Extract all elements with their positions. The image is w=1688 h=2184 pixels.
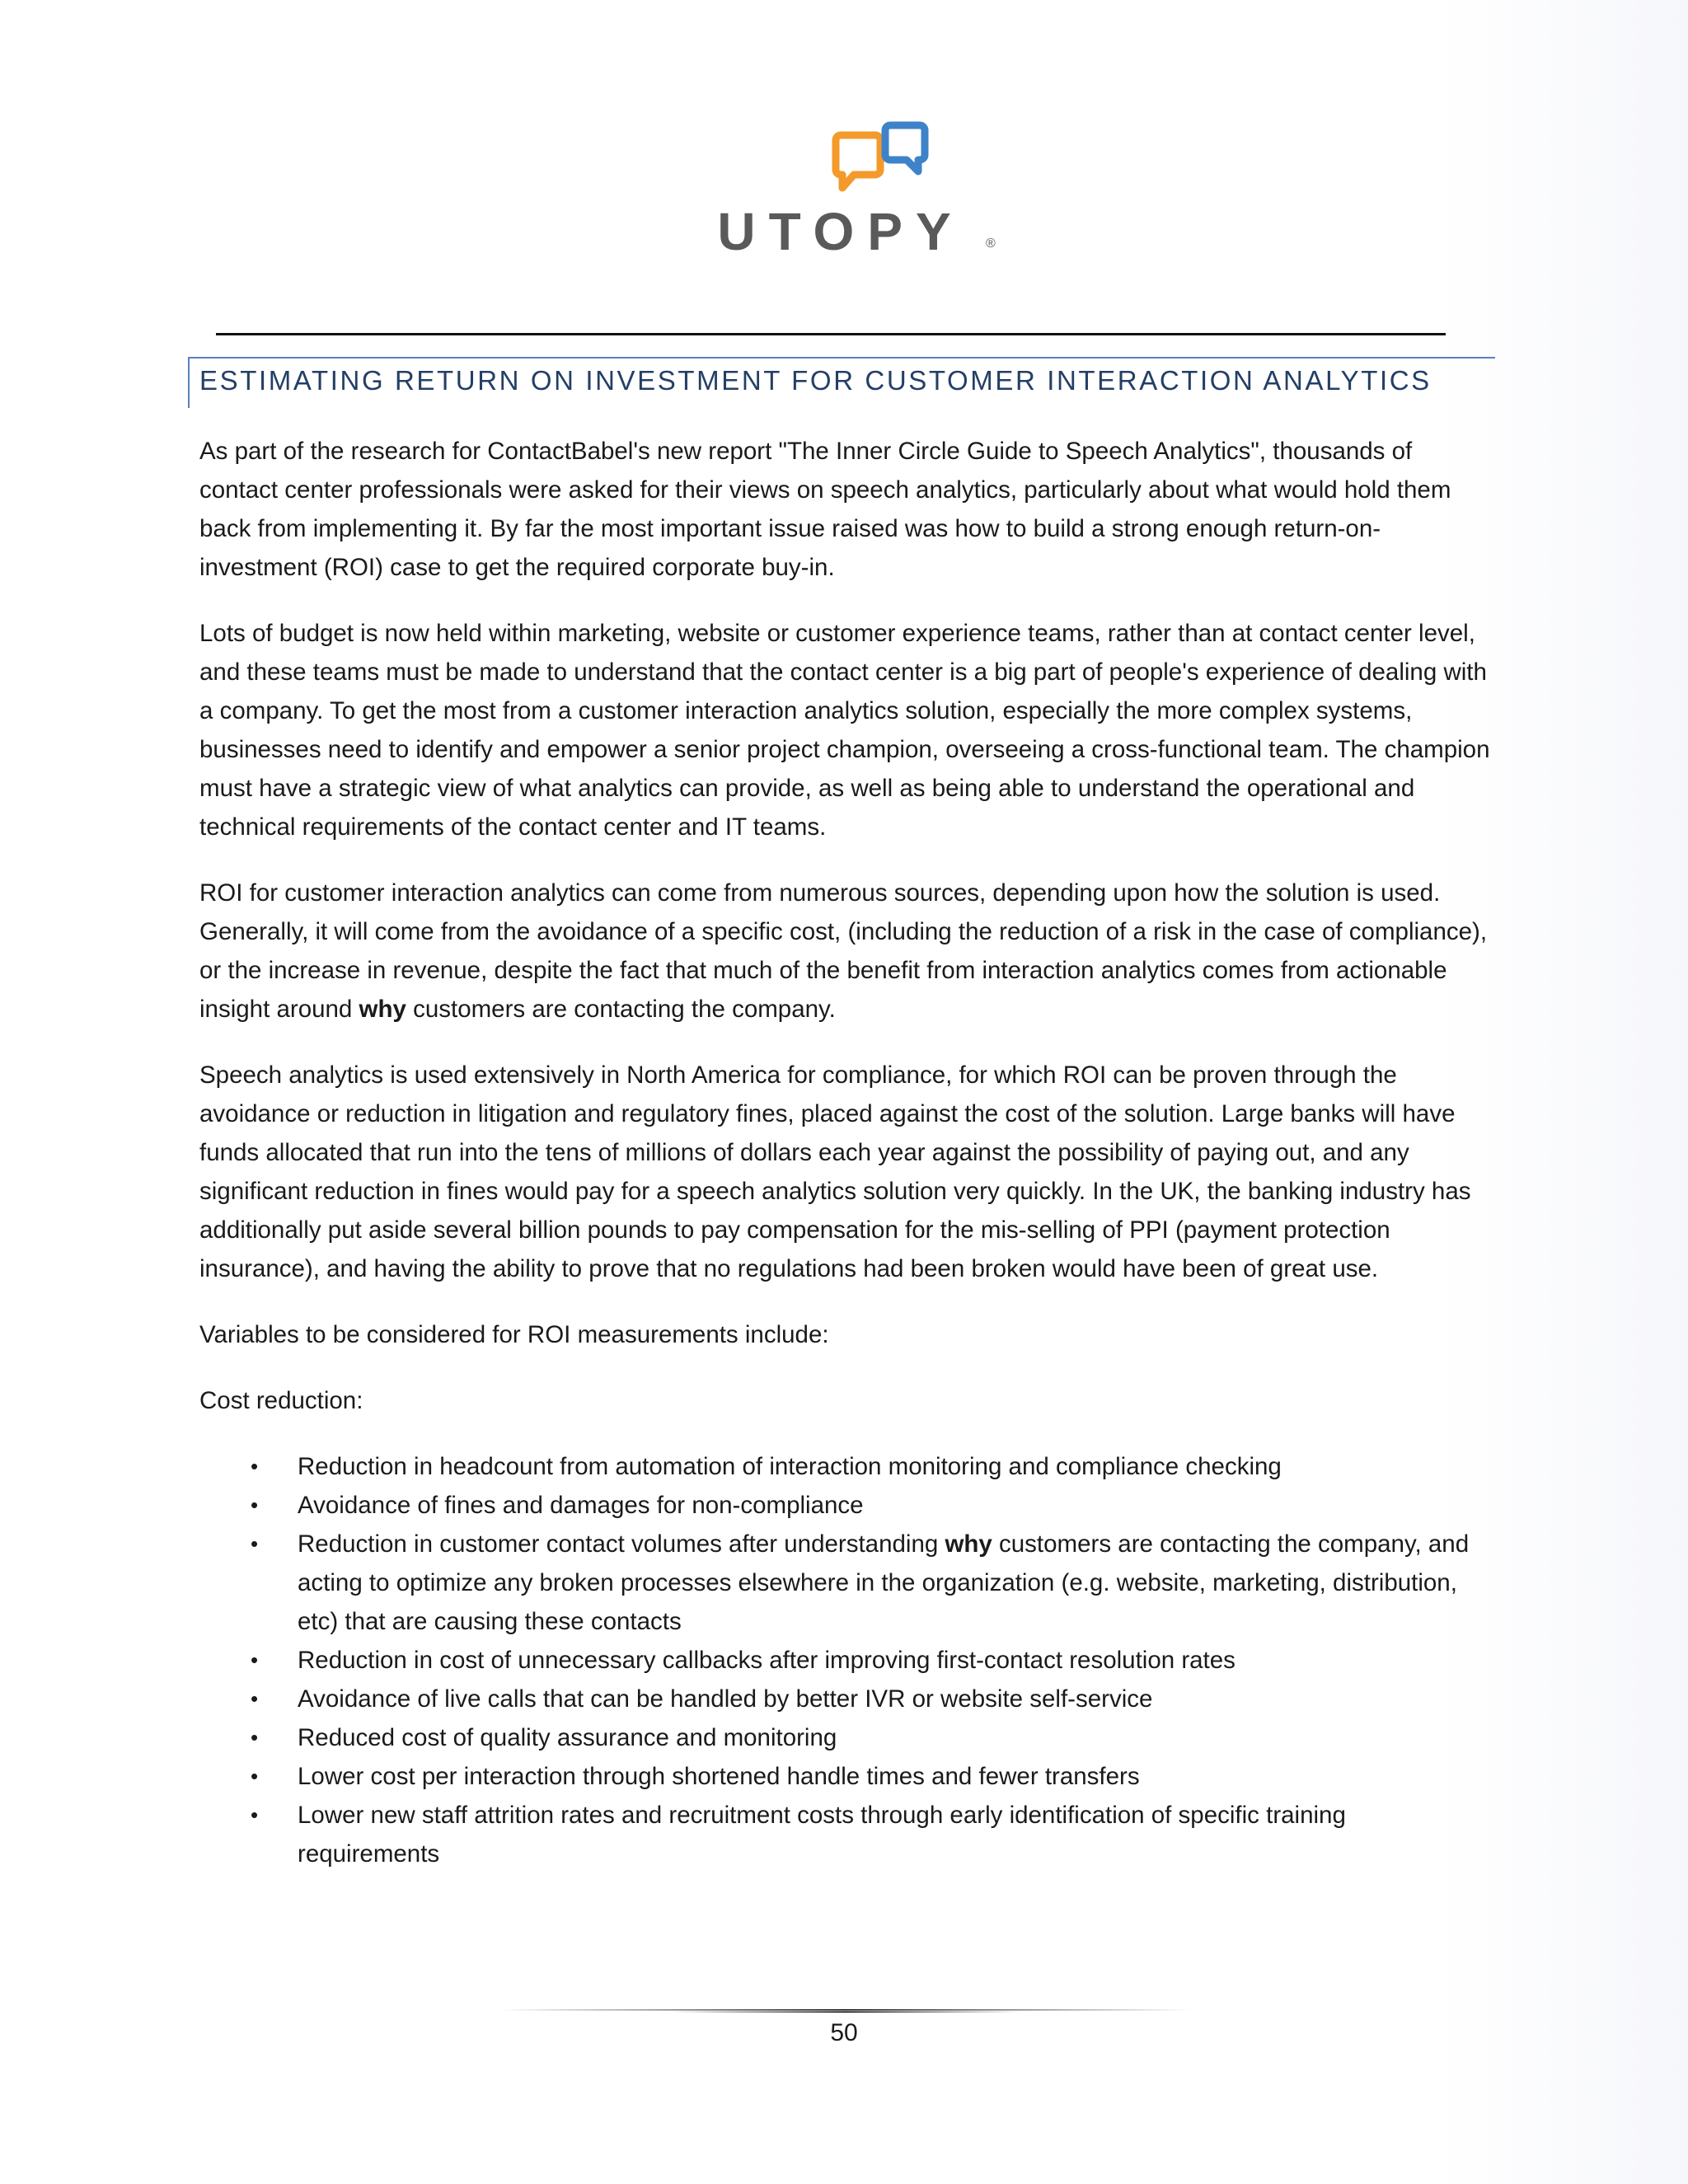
list-item bbox=[199, 1718, 1493, 1757]
bullet-icon: • bbox=[251, 1454, 259, 1479]
header-divider bbox=[216, 333, 1446, 335]
paragraph-budget-teams: Lots of budget is now held within marketing, website or customer experience teams, rather than at contact center level, and these teams must be made to understand that the contact center is a big part of people's experience of dealing with a company. To get the most from a customer interaction analytics solution, especially the more complex systems, businesses need to identify and empower a senior project champion, overseeing a cross-functional team. The champion must have a strategic view of what analytics can provide, as well as being able to understand the operational and technical requirements of the contact center and IT teams. bbox=[199, 620, 1490, 841]
orange-chat-bubble-icon bbox=[836, 135, 880, 188]
body-text bbox=[199, 432, 1493, 1873]
registered-mark: ® bbox=[986, 237, 996, 251]
list-item-text: Lower new staff attrition rates and recruitment costs through early identification of specific training requirements bbox=[298, 1802, 1346, 1868]
list-item-text: Reduction in headcount from automation of interaction monitoring and compliance checking bbox=[298, 1453, 1282, 1480]
list-item bbox=[199, 1486, 1493, 1525]
paragraph-roi-sources-text-1: ROI for customer interaction analytics can come from numerous sources, depending upon how the solution is used. Generally, it will come from the avoidance of a specific cost, (including the reduction of a risk in the case of compliance), or the increase in revenue, despite the fact that much of the benefit from interaction analytics comes from actionable insight around bbox=[199, 879, 1488, 1023]
list-item-text: Reduced cost of quality assurance and monitoring bbox=[298, 1724, 837, 1751]
list-item bbox=[199, 1757, 1493, 1796]
list-item-text: Avoidance of fines and damages for non-compliance bbox=[298, 1492, 864, 1519]
paragraph-research-context: As part of the research for ContactBabel's new report "The Inner Circle Guide to Speech Analytics", thousands of contact center professionals were asked for their views on speech analytics, particularly about what would hold them back from implementing it. By far the most important issue raised was how to build a strong enough return-on-investment (ROI) case to get the required corporate buy-in. bbox=[199, 438, 1451, 581]
bullet-icon: • bbox=[251, 1647, 259, 1672]
paragraph-variables-intro: Variables to be considered for ROI measurements include: bbox=[199, 1321, 829, 1348]
paragraph-roi-sources bbox=[199, 874, 1493, 1029]
paragraph-compliance: Speech analytics is used extensively in North America for compliance, for which ROI can be proven through the avoidance or reduction in litigation and regulatory fines, placed against the cost of the solution. Large banks will have funds allocated that run into the tens of millions of dollars each year against the possibility of paying out, and any significant reduction in fines would pay for a speech analytics solution very quickly. In the UK, the banking industry has additionally put aside several billion pounds to pay compensation for the mis-selling of PPI (payment protection insurance), and having the ability to prove that no regulations had been broken would have been of great use. bbox=[199, 1062, 1471, 1282]
list-item-text-1: Reduction in customer contact volumes after understanding bbox=[298, 1530, 945, 1558]
emphasis-why: why bbox=[945, 1530, 992, 1558]
list-item-text-2: customers are contacting the company, and acting to optimize any broken processes elsewhere in the organization (e.g. website, marketing, distribution, etc) that are causing these contacts bbox=[298, 1530, 1470, 1635]
list-item bbox=[199, 1680, 1493, 1718]
list-item-text: Reduction in cost of unnecessary callbacks after improving first-contact resolution rates bbox=[298, 1647, 1236, 1674]
bullet-icon: • bbox=[251, 1531, 259, 1556]
bullet-icon: • bbox=[251, 1493, 259, 1517]
list-item-text: Lower cost per interaction through shortened handle times and fewer transfers bbox=[298, 1763, 1140, 1790]
section-heading: ESTIMATING RETURN ON INVESTMENT FOR CUSTOMER INTERACTION ANALYTICS bbox=[199, 365, 1432, 396]
cost-reduction-label: Cost reduction: bbox=[199, 1387, 363, 1414]
utopy-logo-graphic bbox=[692, 115, 1006, 264]
list-item bbox=[199, 1641, 1493, 1680]
list-item bbox=[199, 1796, 1493, 1873]
page-number: 50 bbox=[830, 2019, 858, 2046]
bullet-icon: • bbox=[251, 1802, 259, 1827]
list-item bbox=[199, 1447, 1493, 1486]
footer-divider bbox=[499, 2008, 1192, 2013]
bullet-icon: • bbox=[251, 1725, 259, 1750]
paragraph-roi-sources-text-2: customers are contacting the company. bbox=[406, 996, 836, 1023]
blue-chat-bubble-icon bbox=[885, 125, 925, 171]
bullet-icon: • bbox=[251, 1764, 259, 1788]
bullet-icon: • bbox=[251, 1686, 259, 1711]
logo-wordmark: UTOPY bbox=[717, 202, 964, 261]
cost-reduction-list bbox=[199, 1447, 1493, 1873]
utopy-logo bbox=[692, 115, 1006, 264]
emphasis-why: why bbox=[359, 996, 406, 1023]
list-item bbox=[199, 1525, 1493, 1641]
list-item-text: Avoidance of live calls that can be handled by better IVR or website self-service bbox=[298, 1685, 1153, 1713]
